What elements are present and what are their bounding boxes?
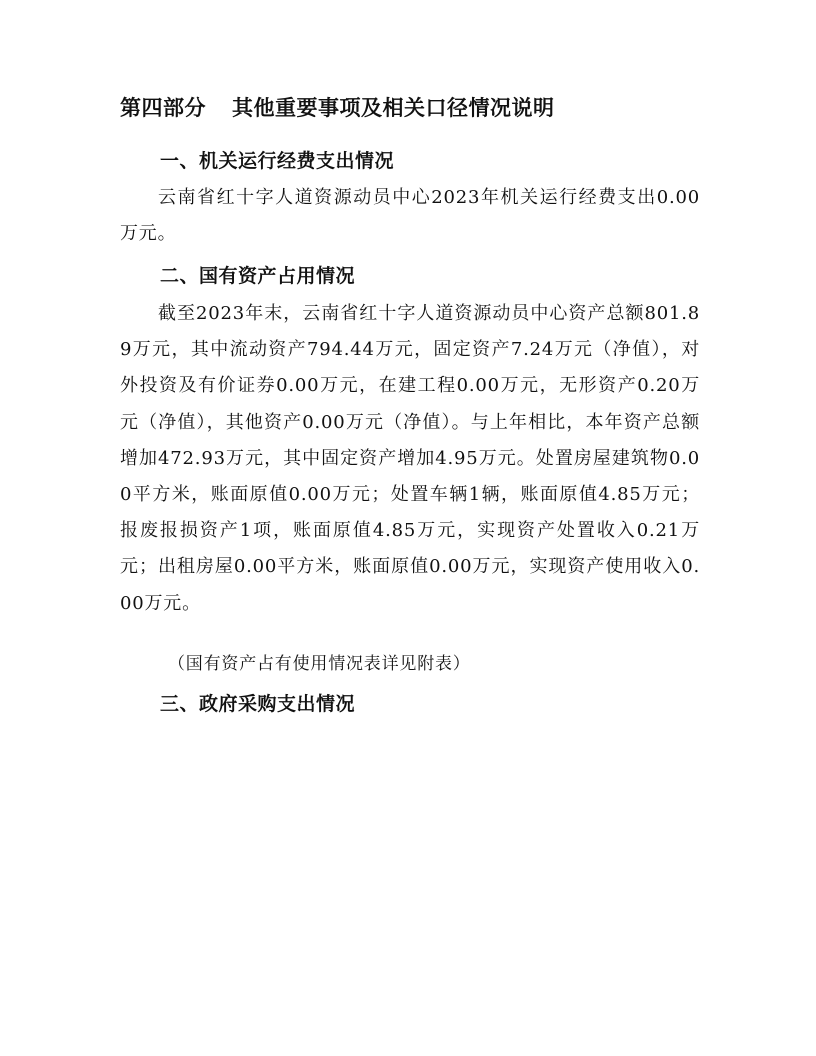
part-title-text: 其他重要事项及相关口径情况说明 <box>232 96 555 120</box>
paragraph-operating-expenses: 云南省红十字人道资源动员中心2023年机关运行经费支出0.00万元。 <box>120 187 700 245</box>
appendix-note: （国有资产占有使用情况表详见附表） <box>168 654 471 674</box>
part-title <box>120 92 555 122</box>
paragraph-state-assets: 截至2023年末，云南省红十字人道资源动员中心资产总额801.89万元，其中流动资产794.44万元，固定资产7.24万元（净值），对外投资及有价证券0.00万元，在建工程0.00万元，无形资产0.20万元（净值），其他资产0.00万元（净值）。与上年相比，本年资产总额增加472.93万元，其中固定资产增加4.95万元。处置房屋建筑物0.00平方米，账面原值0.00万元；处置车辆1辆，账面原值4.85万元；报废报损资产1项，账面原值4.85万元，实现资产处置收入0.21万元；出租房屋0.00平方米，账面原值0.00万元，实现资产使用收入0.00万元。 <box>120 303 700 614</box>
section-heading-state-assets: 二、国有资产占用情况 <box>160 265 356 287</box>
section-heading-procurement: 三、政府采购支出情况 <box>160 693 356 715</box>
part-label: 第四部分 <box>120 96 206 120</box>
section-heading-operating-expenses: 一、机关运行经费支出情况 <box>160 150 395 172</box>
